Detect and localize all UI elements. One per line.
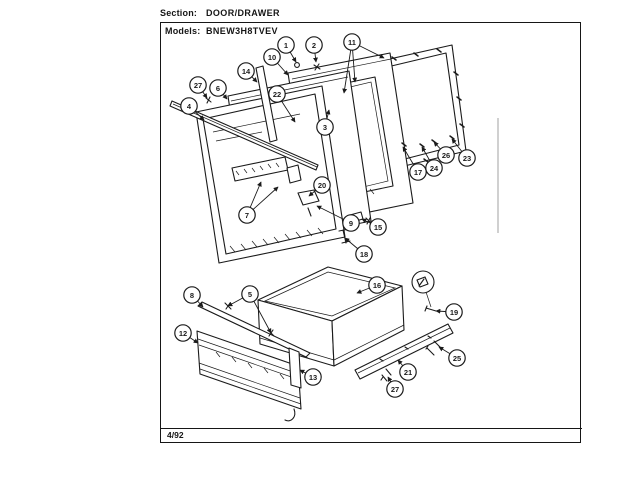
callout-balloon-22-7 <box>269 86 285 102</box>
svg-text:10: 10 <box>267 52 277 62</box>
callout-balloon-27-27 <box>387 381 403 397</box>
callout-balloon-13-23 <box>305 369 321 385</box>
callout-balloon-8-19 <box>184 287 200 303</box>
svg-text:15: 15 <box>373 222 383 232</box>
callout-balloon-25-26 <box>449 350 465 366</box>
svg-text:26: 26 <box>441 150 451 160</box>
callout-balloon-10-3 <box>264 49 280 65</box>
svg-text:23: 23 <box>462 153 472 163</box>
svg-text:4: 4 <box>186 101 192 111</box>
callout-balloon-2-1 <box>306 37 322 53</box>
models-label: Models: <box>165 26 201 36</box>
callout-balloon-17-15 <box>410 164 426 180</box>
panel-corner-curl <box>285 409 295 421</box>
svg-text:3: 3 <box>322 122 328 132</box>
svg-text:14: 14 <box>241 66 251 76</box>
screw-19 <box>425 306 436 311</box>
callout-balloon-16-21 <box>369 277 385 293</box>
svg-text:5: 5 <box>247 289 253 299</box>
callout-balloon-9-12 <box>343 215 359 231</box>
callout-balloon-26-17 <box>438 147 454 163</box>
callout-balloon-7-10 <box>239 207 255 223</box>
svg-text:18: 18 <box>359 249 369 259</box>
svg-text:19: 19 <box>449 307 459 317</box>
callout-balloon-21-25 <box>400 364 416 380</box>
date-code: 4/92 <box>167 430 184 440</box>
door-assembly <box>170 45 466 263</box>
svg-text:9: 9 <box>348 218 354 228</box>
svg-text:2: 2 <box>311 40 317 50</box>
callout-balloon-6-6 <box>210 80 226 96</box>
callout-balloon-14-4 <box>238 63 254 79</box>
svg-text:22: 22 <box>272 89 282 99</box>
handle-end-cap <box>287 165 301 183</box>
callout-balloon-24-16 <box>426 160 442 176</box>
svg-text:25: 25 <box>452 353 462 363</box>
callout-balloon-20-11 <box>314 177 330 193</box>
callout-balloon-3-9 <box>317 119 333 135</box>
svg-text:27: 27 <box>193 80 203 90</box>
callout-balloon-18-14 <box>356 246 372 262</box>
callout-balloon-19-24 <box>446 304 462 320</box>
svg-text:1: 1 <box>283 40 289 50</box>
svg-text:13: 13 <box>308 372 318 382</box>
callout-balloon-27-5 <box>190 77 206 93</box>
svg-text:20: 20 <box>317 180 327 190</box>
callout-balloon-15-13 <box>370 219 386 235</box>
callout-balloon-11-2 <box>344 34 360 50</box>
section-value: DOOR/DRAWER <box>206 8 280 18</box>
callout-balloon-4-8 <box>181 98 197 114</box>
svg-text:12: 12 <box>178 328 188 338</box>
svg-text:6: 6 <box>215 83 221 93</box>
callout-balloon-1-0 <box>278 37 294 53</box>
callout-balloon-12-22 <box>175 325 191 341</box>
svg-text:21: 21 <box>403 367 413 377</box>
svg-text:24: 24 <box>429 163 439 173</box>
svg-text:16: 16 <box>372 280 382 290</box>
models-value: BNEW3H8TVEV <box>206 26 278 36</box>
svg-text:27: 27 <box>390 384 400 394</box>
svg-text:11: 11 <box>348 37 356 47</box>
svg-text:17: 17 <box>413 167 423 177</box>
section-label: Section: <box>160 8 198 18</box>
svg-text:8: 8 <box>189 290 195 300</box>
drawer-assembly <box>197 267 453 421</box>
clip-detail <box>412 271 434 307</box>
svg-text:7: 7 <box>244 210 250 220</box>
callout-balloon-23-18 <box>459 150 475 166</box>
screw-1 <box>295 63 300 68</box>
callout-balloon-5-20 <box>242 286 258 302</box>
drawer-end-cap <box>289 348 301 388</box>
